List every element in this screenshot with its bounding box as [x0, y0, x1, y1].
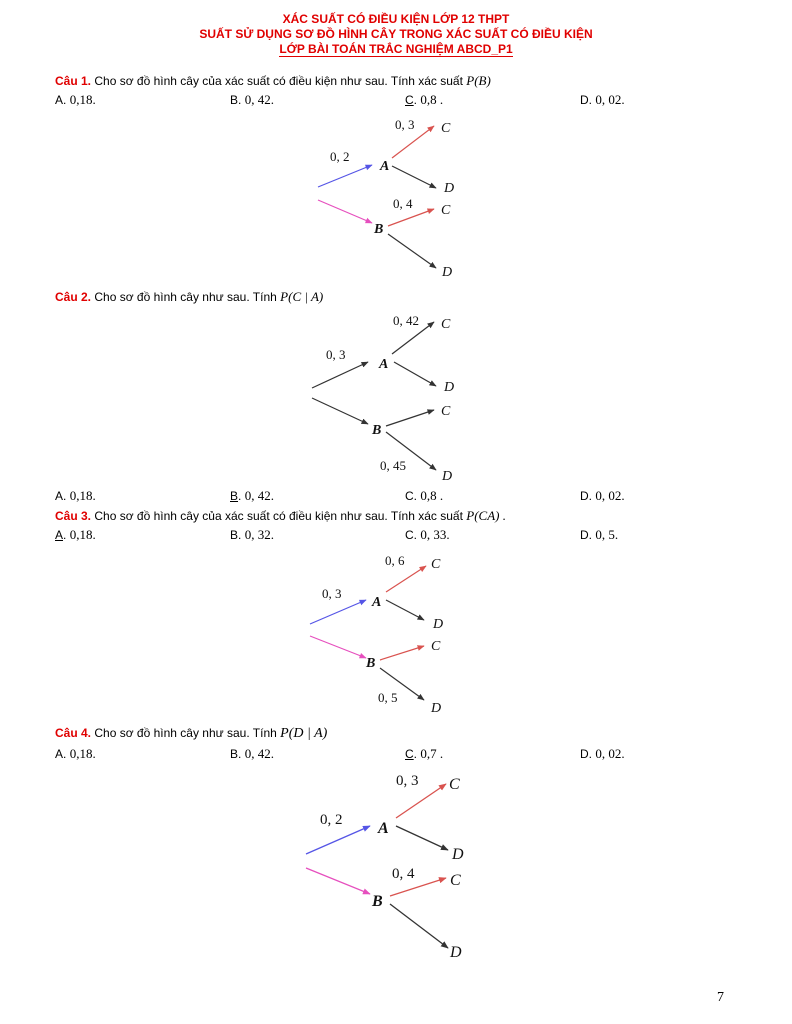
q2-option-d[interactable]: D. 0, 02.	[580, 488, 625, 503]
tree-leaf-d: D	[444, 380, 455, 395]
tree-leaf-c: C	[450, 872, 461, 889]
question-number: Câu 1.	[55, 74, 92, 88]
tree-probability-label: 0, 6	[385, 553, 405, 568]
question-expression: P(D | A)	[280, 726, 328, 741]
header-line-2: SUẤT SỬ DỤNG SƠ ĐỒ HÌNH CÂY TRONG XÁC SUẤT CÓ ĐIỀU KIỆN	[199, 27, 593, 41]
q1-option-d[interactable]: D. 0, 02.	[580, 92, 625, 107]
q2-option-a[interactable]: A. 0,18.	[55, 488, 96, 503]
tree-probability-label: 0, 42	[393, 313, 419, 328]
q4-option-a[interactable]: A. 0,18.	[55, 746, 96, 761]
q2-option-b[interactable]: B. 0, 42.	[230, 488, 274, 503]
tree-node-b: B	[374, 222, 384, 237]
q3-option-d[interactable]: D. 0, 5.	[580, 527, 619, 542]
tree-leaf-d: D	[452, 846, 464, 863]
q2-probability-tree	[300, 306, 480, 486]
tree-leaf-c: C	[431, 557, 441, 572]
tree-leaf-c: C	[441, 317, 451, 332]
tree-leaf-c: C	[441, 203, 451, 218]
q4-probability-tree	[300, 766, 490, 966]
tree-probability-label: 0, 3	[326, 347, 346, 362]
question-text: Cho sơ đồ hình cây như sau. Tính	[94, 726, 277, 740]
q3-probability-tree	[300, 548, 470, 718]
q1-option-a[interactable]: A. 0,18.	[55, 92, 96, 107]
tree-node-b: B	[366, 656, 376, 671]
question-number: Câu 4.	[55, 726, 92, 740]
tree-leaf-d: D	[442, 469, 453, 484]
q1-option-b[interactable]: B. 0, 42.	[230, 92, 274, 107]
question-3	[55, 509, 506, 523]
question-expression: P(CA) .	[466, 508, 506, 523]
q2-option-c[interactable]: C. 0,8 .	[405, 488, 444, 503]
question-expression: P(B)	[466, 73, 491, 88]
question-expression: P(C | A)	[280, 289, 324, 304]
tree-leaf-c: C	[431, 639, 441, 654]
question-4	[55, 726, 327, 741]
tree-node-b: B	[372, 893, 383, 910]
question-number: Câu 2.	[55, 290, 92, 304]
tree-leaf-d: D	[450, 944, 462, 961]
tree-probability-label: 0, 3	[396, 773, 419, 789]
q3-option-c[interactable]: C. 0, 33.	[405, 527, 450, 542]
tree-leaf-d: D	[433, 617, 444, 632]
q4-option-b[interactable]: B. 0, 42.	[230, 746, 274, 761]
question-number: Câu 3.	[55, 509, 92, 523]
tree-probability-label: 0, 4	[392, 866, 415, 882]
tree-node-a: A	[372, 595, 382, 610]
tree-leaf-c: C	[449, 776, 460, 793]
header-line-1: XÁC SUẤT CÓ ĐIỀU KIỆN LỚP 12 THPT	[282, 12, 510, 26]
tree-probability-label: 0, 3	[322, 586, 342, 601]
tree-node-b: B	[372, 423, 382, 438]
tree-probability-label: 0, 3	[395, 117, 415, 132]
q3-option-a[interactable]: A. 0,18.	[55, 527, 96, 542]
tree-probability-label: 0, 2	[320, 812, 343, 828]
q1-probability-tree	[300, 110, 480, 285]
tree-leaf-d: D	[431, 701, 442, 716]
question-text: Cho sơ đồ hình cây của xác suất có điều kiện như sau. Tính xác suất	[94, 509, 463, 523]
q4-option-c[interactable]: C. 0,7 .	[405, 746, 444, 761]
tree-leaf-c: C	[441, 404, 451, 419]
q3-option-b[interactable]: B. 0, 32.	[230, 527, 274, 542]
tree-node-a: A	[379, 357, 389, 372]
tree-node-a: A	[380, 159, 390, 174]
question-text: Cho sơ đồ hình cây như sau. Tính	[94, 290, 277, 304]
tree-probability-label: 0, 5	[378, 690, 398, 705]
q4-option-d[interactable]: D. 0, 02.	[580, 746, 625, 761]
tree-leaf-c: C	[441, 121, 451, 136]
question-text: Cho sơ đồ hình cây của xác suất có điều kiện như sau. Tính xác suất	[94, 74, 463, 88]
header-line-3: LỚP BÀI TOÁN TRẮC NGHIỆM ABCD_P1	[279, 42, 513, 56]
q1-option-c[interactable]: C. 0,8 .	[405, 92, 444, 107]
question-1	[55, 74, 491, 88]
question-2	[55, 290, 323, 304]
page-number: 7	[717, 990, 724, 1005]
tree-leaf-d: D	[444, 181, 455, 196]
tree-probability-label: 0, 2	[330, 149, 350, 164]
tree-probability-label: 0, 4	[393, 196, 413, 211]
tree-node-a: A	[378, 820, 389, 837]
tree-probability-label: 0, 45	[380, 458, 406, 473]
tree-leaf-d: D	[442, 265, 453, 280]
